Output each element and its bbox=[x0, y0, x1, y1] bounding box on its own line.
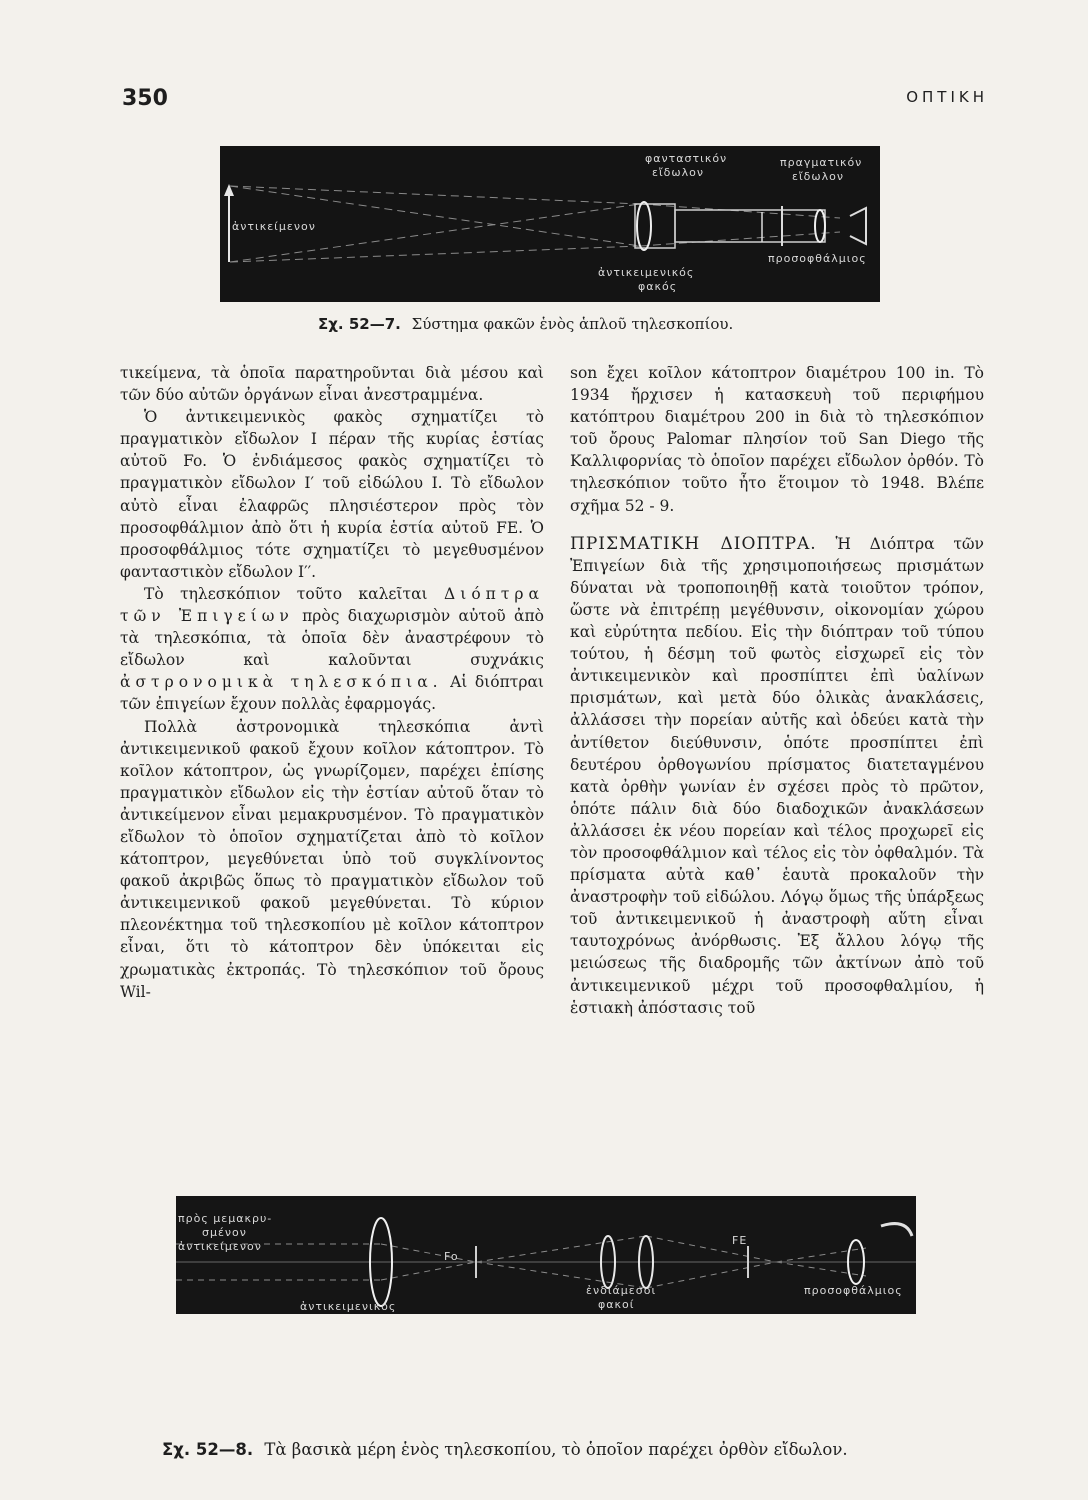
label-real-image-2: εἴδωλον bbox=[792, 170, 844, 183]
figure-erecting-telescope-drawing bbox=[176, 1196, 916, 1314]
label-distant-1: πρὸς μεμακρυ- bbox=[178, 1212, 273, 1225]
label-fe: FE bbox=[732, 1234, 748, 1247]
label-intermediate-1: ἐνδιάμεσοι bbox=[586, 1284, 657, 1297]
text-run: Τὸ τηλεσκόπιον τοῦτο καλεῖται bbox=[144, 584, 428, 603]
right-column bbox=[570, 362, 984, 1019]
figure-caption-52-8 bbox=[162, 1440, 848, 1459]
caption-number: Σχ. 52—7. bbox=[318, 315, 401, 333]
running-head: ΟΠΤΙΚΗ bbox=[906, 88, 988, 106]
page-number: 350 bbox=[122, 86, 168, 111]
paragraph bbox=[570, 533, 984, 1019]
figure-caption-52-7 bbox=[318, 315, 733, 333]
caption-text: Σύστημα φακῶν ἑνὸς ἁπλοῦ τηλεσκοπίου. bbox=[411, 315, 734, 333]
figure-simple-telescope bbox=[220, 146, 880, 302]
paragraph bbox=[120, 583, 544, 716]
label-fo: Fo bbox=[444, 1250, 459, 1263]
paragraph: Πολλὰ ἀστρονομικὰ τηλεσκόπια ἀντὶ ἀντικειμενικοῦ φακοῦ ἔχουν κοῖλον κάτοπτρον. Τὸ κοῖλον κάτοπτρον, ὡς γνωρίζομεν, παρέχει ἐπίσης πραγματικὸν εἴδωλον εἰς τὴν ἑστίαν αὐτοῦ ὅταν τὸ ἀντικείμενον εἶναι μεμακρυσμένον. Τὸ πραγματικὸν εἴδωλον τὸ ὁποῖον σχηματίζεται ἀπὸ τὸ κοῖλον κάτοπτρον, μεγεθύνεται ὑπὸ τοῦ συγκλίνοντος φακοῦ ἀκριβῶς ὅπως τὸ πραγματικὸν εἴδωλον τοῦ ἀντικειμενικοῦ φακοῦ μεγεθύνεται. Τὸ κύριον πλεονέκτημα τοῦ τηλεσκοπίου μὲ κοῖλον κάτοπτρον εἶναι, ὅτι τὸ κάτοπτρον δὲν ὑπόκειται εἰς χρωματικὰς ἐκτροπάς. Τὸ τηλεσκόπιον τοῦ ὄρους Wil- bbox=[120, 717, 544, 1001]
text-run: Αἱ διόπτραι τῶν ἐπιγείων ἔχουν πολλὰς ἐφαρμογάς. bbox=[120, 673, 544, 714]
caption-number: Σχ. 52—8. bbox=[162, 1440, 254, 1459]
paragraph: τικείμενα, τὰ ὁποῖα παρατηροῦνται διὰ μέσου καὶ τῶν δύο αὐτῶν ὀργάνων εἶναι ἀνεστραμμένα. bbox=[120, 364, 544, 405]
text-run: πρὸς διαχωρισμὸν αὐτοῦ ἀπὸ τὰ τηλεσκόπια, τὰ ὁποῖα δὲν ἀναστρέφουν τὸ εἴδωλον καὶ καλοῦνται συχνάκις bbox=[120, 607, 544, 670]
label-objective: ἀντικειμενικός bbox=[300, 1300, 397, 1313]
label-distant-3: ἀντικείμενον bbox=[178, 1240, 262, 1253]
label-distant-2: σμένον bbox=[202, 1226, 247, 1239]
label-object: ἀντικείμενον bbox=[232, 220, 316, 233]
section-heading: ΠΡΙΣΜΑΤΙΚΗ ΔΙΟΠΤΡΑ. bbox=[570, 533, 817, 554]
paragraph: son ἔχει κοῖλον κάτοπτρον διαμέτρου 100 in. Τὸ 1934 ἤρχισεν ἡ κατασκευὴ τοῦ περιφήμου κατόπτρου διαμέτρου 200 in διὰ τὸ τηλεσκόπιον τοῦ ὄρους Palomar πλησίον τοῦ San Diego τῆς Καλλιφορνίας τὸ ὁποῖον παρέχει εἴδωλον ὀρθόν. Τὸ τηλεσκόπιον τοῦτο ἦτο ἕτοιμον τὸ 1948. Βλέπε σχῆμα 52 - 9. bbox=[570, 364, 984, 515]
term-terrestrial-telescope: Διόπτρα τῶν Ἐπιγείων bbox=[120, 584, 544, 626]
figure-erecting-telescope bbox=[176, 1196, 916, 1314]
paragraph: Ὁ ἀντικειμενικὸς φακὸς σχηματίζει τὸ πραγματικὸν εἴδωλον I πέραν τῆς κυρίας ἑστίας αὐτοῦ Fo. Ὁ ἐνδιάμεσος φακὸς σχηματίζει τὸ πραγματικὸν εἴδωλον I′ τοῦ εἰδώλου I. Τὸ εἴδωλον αὐτὸ εἶναι ἐλαφρῶς πλησιέστερον πρὸς τὸν προσοφθάλμιον ἀπὸ ὅτι ἡ κυρία ἑστία αὐτοῦ FE. Ὁ προσοφθάλμιος τότε σχηματίζει τὸ μεγεθυσμένον φανταστικὸν εἴδωλον I′′. bbox=[120, 408, 544, 581]
label-virtual-image-2: εἴδωλον bbox=[652, 166, 704, 179]
figure-simple-telescope-drawing bbox=[220, 146, 880, 302]
text-run: Ἡ Διόπτρα τῶν Ἐπιγείων διὰ τῆς χρησιμοποιήσεως πρισμάτων δύναται νὰ τροποποιηθῇ κατὰ τοιοῦτον τρόπον, ὥστε νὰ ἐπιτρέπῃ μεγέθυνσιν, οἰκονομίαν χώρου καὶ εὐρύτητα πεδίου. Εἰς τὴν διόπτραν τοῦ τύπου τούτου, ἡ δέσμη τοῦ φωτὸς εἰσχωρεῖ εἰς τὸν ἀντικειμενικὸν καὶ προσπίπτει ἐπὶ ὑαλίνων πρισμάτων, καὶ μετὰ δύο ὁλικὰς ἀνακλάσεις, ἀλλάσσει τὴν πορείαν αὐτῆς καὶ ὁδεύει κατὰ τὴν ἀντίθετον διεύθυνσιν, ὁπότε προσπίπτει ἐπὶ δευτέρου ὀρθογωνίου πρίσματος διατεταγμένου κατὰ ὀρθὴν γωνίαν ἐν σχέσει πρὸς τὸ πρῶτον, ὁπότε πάλιν διὰ δύο διαδοχικῶν ἀνακλάσεων ἀλλάσσει ἐκ νέου πορείαν καὶ τέλος προχωρεῖ εἰς τὸν προσοφθάλμιον καὶ τέλος εἰς τὸν ὀφθαλμόν. Τὰ πρίσματα αὐτὰ καθ᾽ ἑαυτὰ προκαλοῦν τὴν ἀναστροφὴν τοῦ εἰδώλου. Λόγῳ ὅμως τῆς ὑπάρξεως τοῦ ἀντικειμενικοῦ ἡ ἀναστροφὴ αὕτη εἶναι ταυτοχρόνως ἀνόρθωσις. Ἐξ ἄλλου λόγῳ τῆς μειώσεως τῆς διαδρομῆς τῶν ἀκτίνων ἀπὸ τοῦ ἀντικειμενικοῦ μέχρι τοῦ προσοφθαλμίου, ἡ ἑστιακὴ ἀπόστασις τοῦ bbox=[570, 534, 984, 1017]
label-objective-2: φακός bbox=[638, 280, 678, 293]
label-virtual-image-1: φανταστικόν bbox=[645, 152, 728, 165]
label-objective-1: ἀντικειμενικός bbox=[598, 266, 695, 279]
term-astronomical-telescopes: ἀστρονομικὰ τηλεσκόπια. bbox=[120, 673, 443, 692]
caption-text: Τὰ βασικὰ μέρη ἑνὸς τηλεσκοπίου, τὸ ὁποῖον παρέχει ὀρθὸν εἴδωλον. bbox=[264, 1440, 848, 1459]
label-eyepiece: προσοφθάλμιος bbox=[768, 252, 867, 265]
left-column bbox=[120, 362, 544, 1003]
label-eyepiece: προσοφθάλμιος bbox=[804, 1284, 903, 1297]
label-real-image-1: πραγματικόν bbox=[780, 156, 863, 169]
label-intermediate-2: φακοί bbox=[598, 1298, 635, 1311]
